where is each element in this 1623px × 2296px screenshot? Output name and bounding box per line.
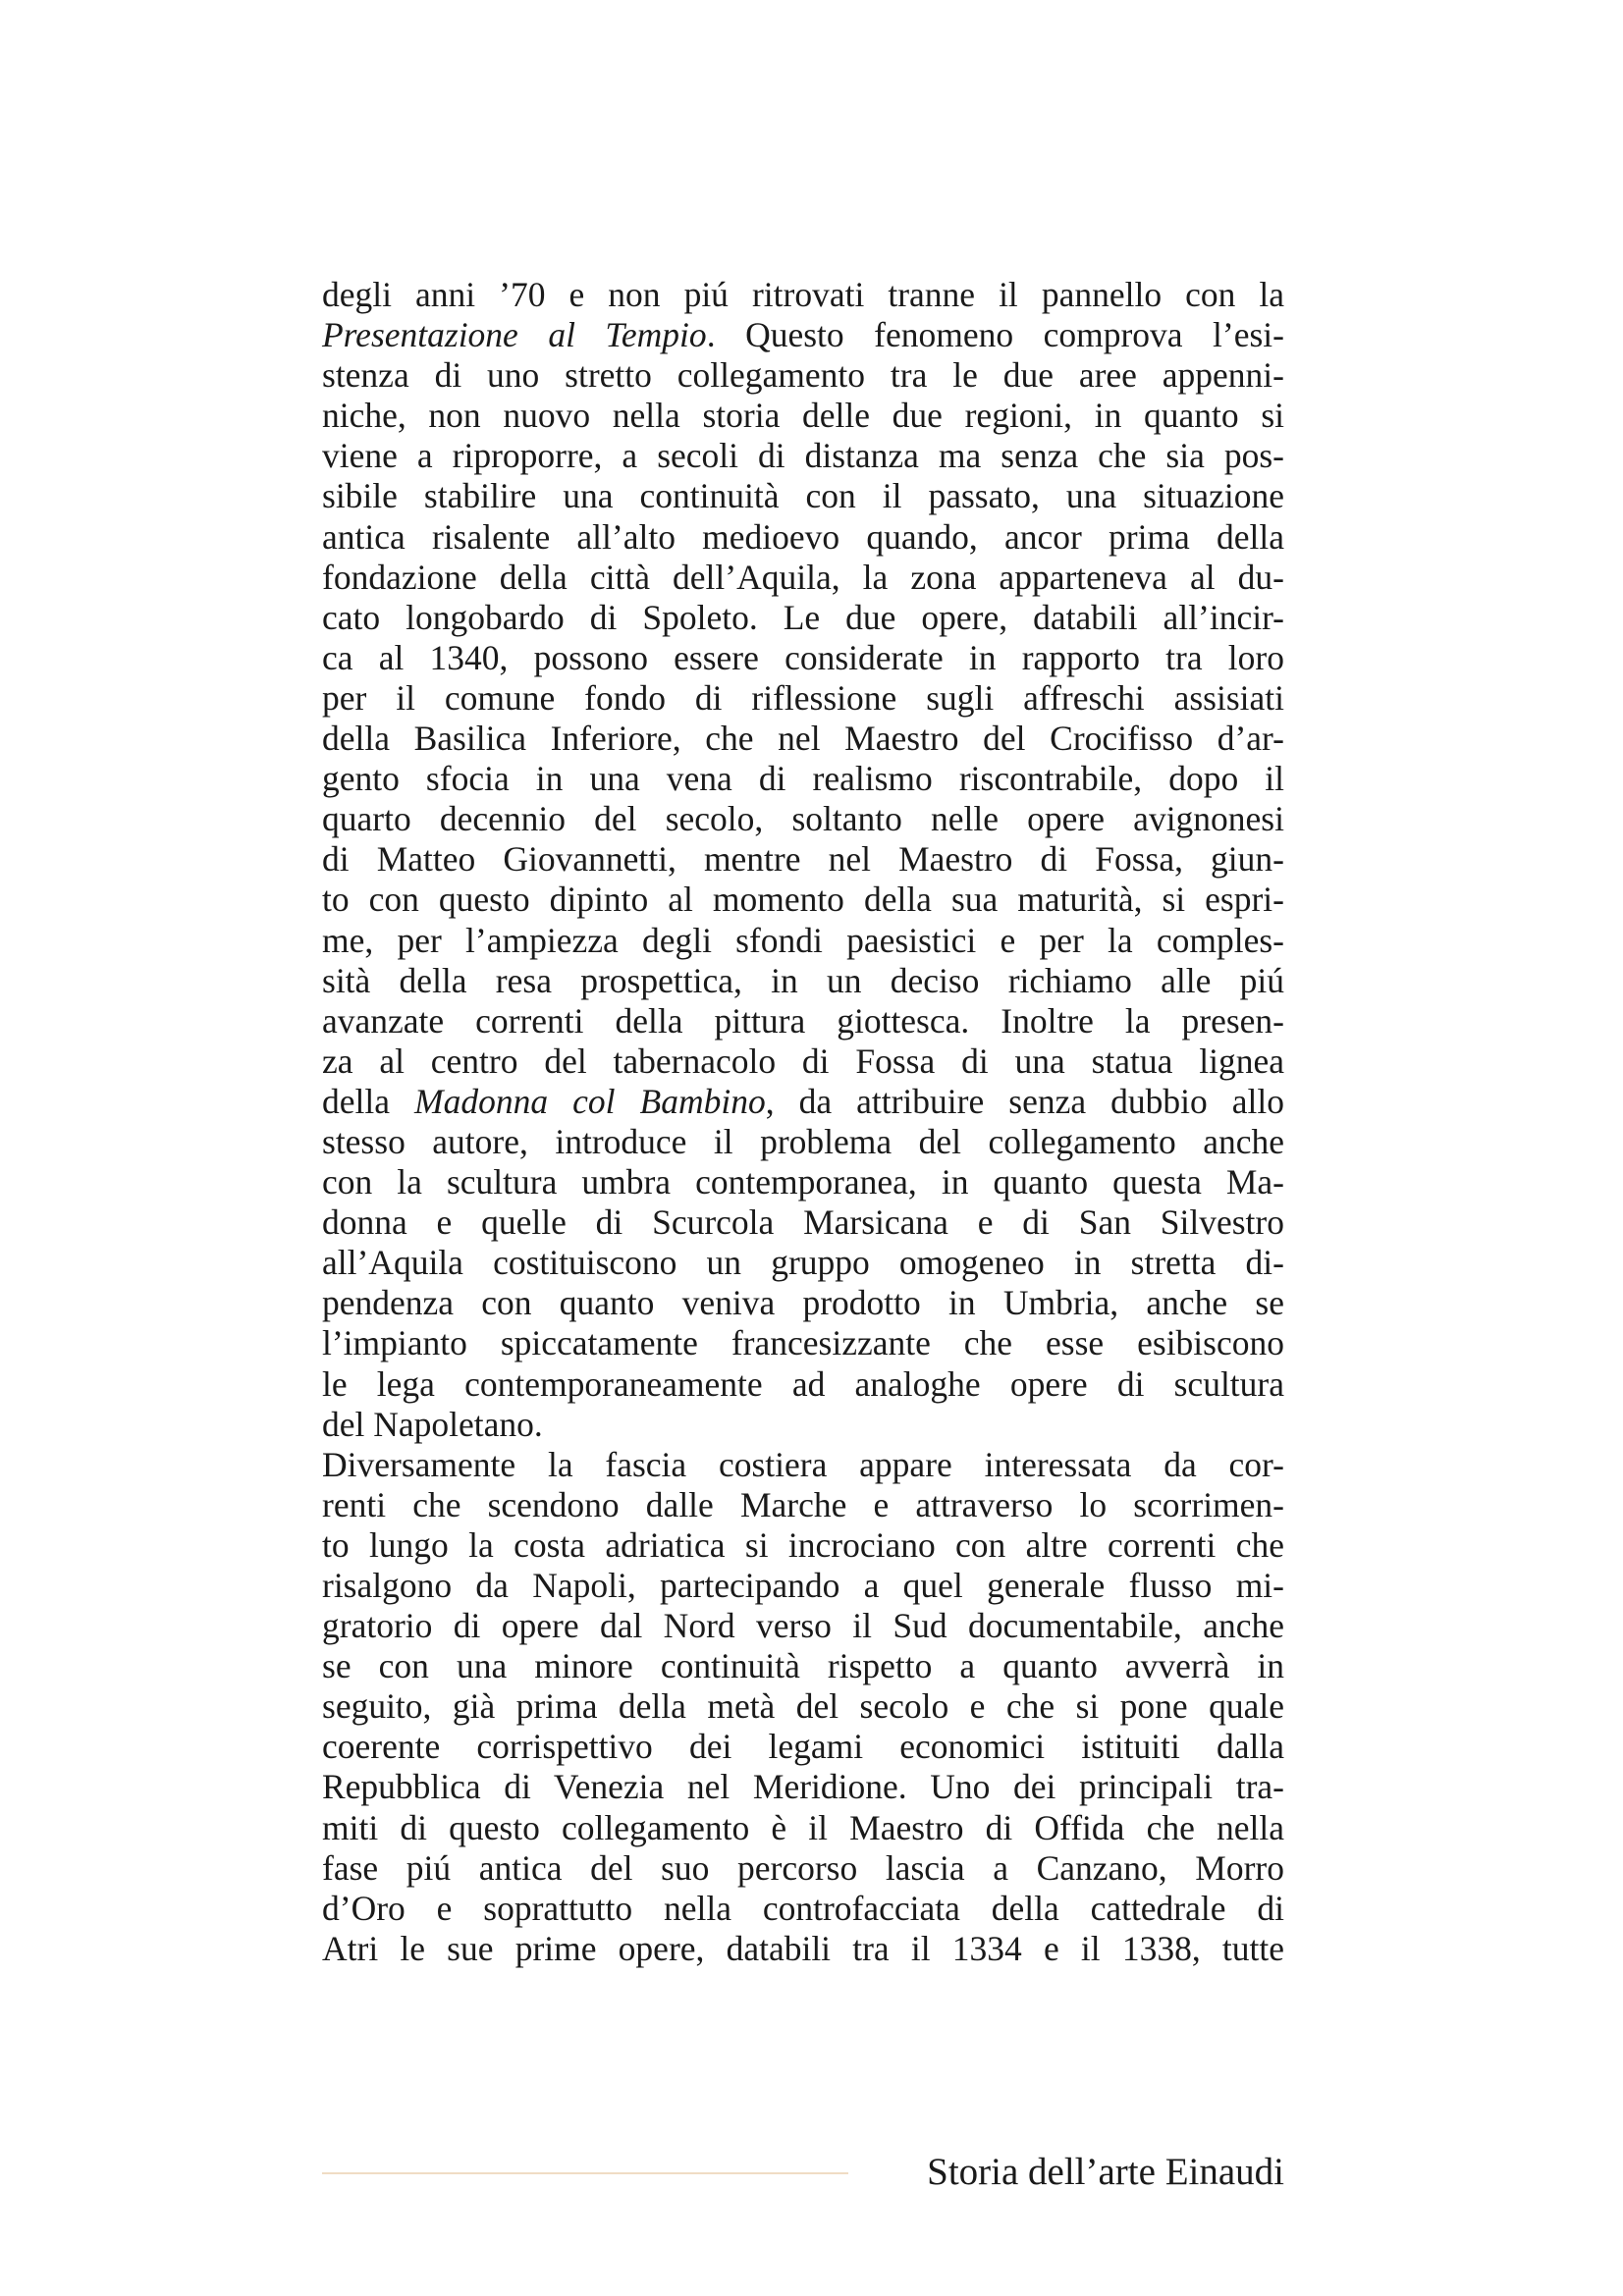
- text-run: gento sfocia in una vena di realismo riscontrabile, dopo il: [322, 759, 1284, 799]
- text-run: viene a riproporre, a secoli di distanza ma senza che sia pos-: [322, 436, 1284, 476]
- text-line: [322, 1202, 1284, 1243]
- text-run: per il comune fondo di riflessione sugli affreschi assisiati: [322, 677, 1284, 718]
- text-run: risalgono da Napoli, partecipando a quel generale flusso mi-: [322, 1566, 1284, 1605]
- text-run: d’Oro e soprattutto nella controfacciata della cattedrale di: [322, 1888, 1284, 1928]
- text-run: stesso autore, introduce il problema del collegamento anche: [322, 1121, 1284, 1161]
- text-line: [322, 1848, 1284, 1889]
- text-run: le lega contemporaneamente ad analoghe opere di scultura: [322, 1363, 1284, 1404]
- text-run: del Napoletano.: [322, 1404, 543, 1444]
- text-run: della Basilica Inferiore, che nel Maestro del Crocifisso d’ar-: [322, 719, 1284, 759]
- text-run: gratorio di opere dal Nord verso il Sud documentabile, anche: [322, 1606, 1284, 1646]
- text-line: [322, 719, 1284, 759]
- text-run: stenza di uno stretto collegamento tra le due aree appenni-: [322, 355, 1284, 396]
- text-line: [322, 315, 1284, 355]
- text-run: di Matteo Giovannetti, mentre nel Maestro di Fossa, giun-: [322, 839, 1284, 880]
- text-line: [322, 598, 1284, 638]
- text-line: [322, 638, 1284, 678]
- text-run: , da attribuire senza dubbio allo: [765, 1081, 1284, 1121]
- text-line: [322, 1041, 1284, 1082]
- text-line: [322, 839, 1284, 880]
- text-run: fondazione della città dell’Aquila, la zona apparteneva al du-: [322, 557, 1284, 597]
- text-run: sità della resa prospettica, in un deciso richiamo alle piú: [322, 960, 1284, 1000]
- footer-title: Storia dell’arte Einaudi: [927, 2151, 1284, 2193]
- text-run: . Questo fenomeno comprova l’esi-: [706, 315, 1284, 355]
- text-line: [322, 436, 1284, 476]
- text-run: antica risalente all’alto medioevo quando, ancor prima della: [322, 516, 1284, 557]
- text-run: quarto decennio del secolo, soltanto nelle opere avignonesi: [322, 799, 1284, 839]
- text-line: [322, 517, 1284, 558]
- text-line: [322, 759, 1284, 799]
- text-run: seguito, già prima della metà del secolo e che si pone quale: [322, 1686, 1284, 1727]
- text-line: [322, 1929, 1284, 1969]
- text-line: [322, 1646, 1284, 1686]
- text-run: to con questo dipinto al momento della sua maturità, si espri-: [322, 880, 1284, 920]
- text-line: [322, 921, 1284, 961]
- text-run: se con una minore continuità rispetto a quanto avverrà in: [322, 1646, 1284, 1686]
- text-line: [322, 1323, 1284, 1363]
- text-line: [322, 961, 1284, 1001]
- text-line: [322, 1606, 1284, 1646]
- text-line: [322, 1082, 1284, 1122]
- text-run: miti di questo collegamento è il Maestro di Offida che nella: [322, 1807, 1284, 1847]
- text-run: coerente corrispettivo dei legami economici istituiti dalla: [322, 1727, 1284, 1767]
- text-run: all’Aquila costituiscono un gruppo omogeneo in stretta di-: [322, 1243, 1284, 1283]
- text-run: me, per l’ampiezza degli sfondi paesistici e per la comples-: [322, 920, 1284, 960]
- text-line: [322, 1122, 1284, 1162]
- text-line: [322, 1283, 1284, 1323]
- text-line: [322, 1889, 1284, 1929]
- text-line: [322, 355, 1284, 396]
- text-line: [322, 1243, 1284, 1283]
- text-run: za al centro del tabernacolo di Fossa di una statua lignea: [322, 1041, 1284, 1081]
- text-line: [322, 1686, 1284, 1727]
- text-line: [322, 476, 1284, 516]
- text-line: [322, 1162, 1284, 1202]
- text-run: Repubblica di Venezia nel Meridione. Uno dei principali tra-: [322, 1767, 1284, 1807]
- text-line: [322, 1485, 1284, 1525]
- text-run: degli anni ’70 e non piú ritrovati tranne il pannello con la: [322, 275, 1284, 314]
- text-run: renti che scendono dalle Marche e attraverso lo scorrimen-: [322, 1484, 1284, 1524]
- text-run: Diversamente la fascia costiera appare interessata da cor-: [322, 1444, 1284, 1484]
- text-run: con la scultura umbra contemporanea, in quanto questa Ma-: [322, 1162, 1284, 1202]
- text-run: ca al 1340, possono essere considerate in rapporto tra loro: [322, 637, 1284, 677]
- text-line: [322, 1727, 1284, 1767]
- text-run: sibile stabilire una continuità con il passato, una situazione: [322, 476, 1284, 516]
- text-run: cato longobardo di Spoleto. Le due opere, databili all’incir-: [322, 597, 1284, 637]
- text-run: to lungo la costa adriatica si incrociano con altre correnti che: [322, 1524, 1284, 1565]
- text-run: niche, non nuovo nella storia delle due regioni, in quanto si: [322, 396, 1284, 436]
- body-text: [322, 275, 1284, 1969]
- italic-title: Presentazione al Tempio: [322, 315, 707, 355]
- text-line: [322, 396, 1284, 436]
- text-run: fase piú antica del suo percorso lascia a Canzano, Morro: [322, 1847, 1284, 1888]
- text-line: [322, 1405, 1284, 1445]
- text-line: [322, 1001, 1284, 1041]
- text-run: pendenza con quanto veniva prodotto in Umbria, anche se: [322, 1283, 1284, 1323]
- italic-title: Madonna col Bambino: [414, 1081, 766, 1121]
- text-run: avanzate correnti della pittura giottesca. Inoltre la presen-: [322, 1000, 1284, 1041]
- text-line: [322, 1808, 1284, 1848]
- text-line: [322, 799, 1284, 839]
- text-line: [322, 1364, 1284, 1405]
- text-run: l’impianto spiccatamente francesizzante che esse esibiscono: [322, 1323, 1284, 1363]
- text-line: [322, 678, 1284, 719]
- text-line: [322, 275, 1284, 315]
- text-line: [322, 1525, 1284, 1566]
- footer-rule: [322, 2172, 848, 2174]
- text-line: [322, 1566, 1284, 1606]
- text-run: della: [322, 1081, 415, 1121]
- text-line: [322, 1445, 1284, 1485]
- text-line: [322, 558, 1284, 598]
- text-line: [322, 1767, 1284, 1807]
- text-run: donna e quelle di Scurcola Marsicana e di San Silvestro: [322, 1202, 1284, 1243]
- text-line: [322, 880, 1284, 920]
- text-run: Atri le sue prime opere, databili tra il 1334 e il 1338, tutte: [322, 1928, 1284, 1968]
